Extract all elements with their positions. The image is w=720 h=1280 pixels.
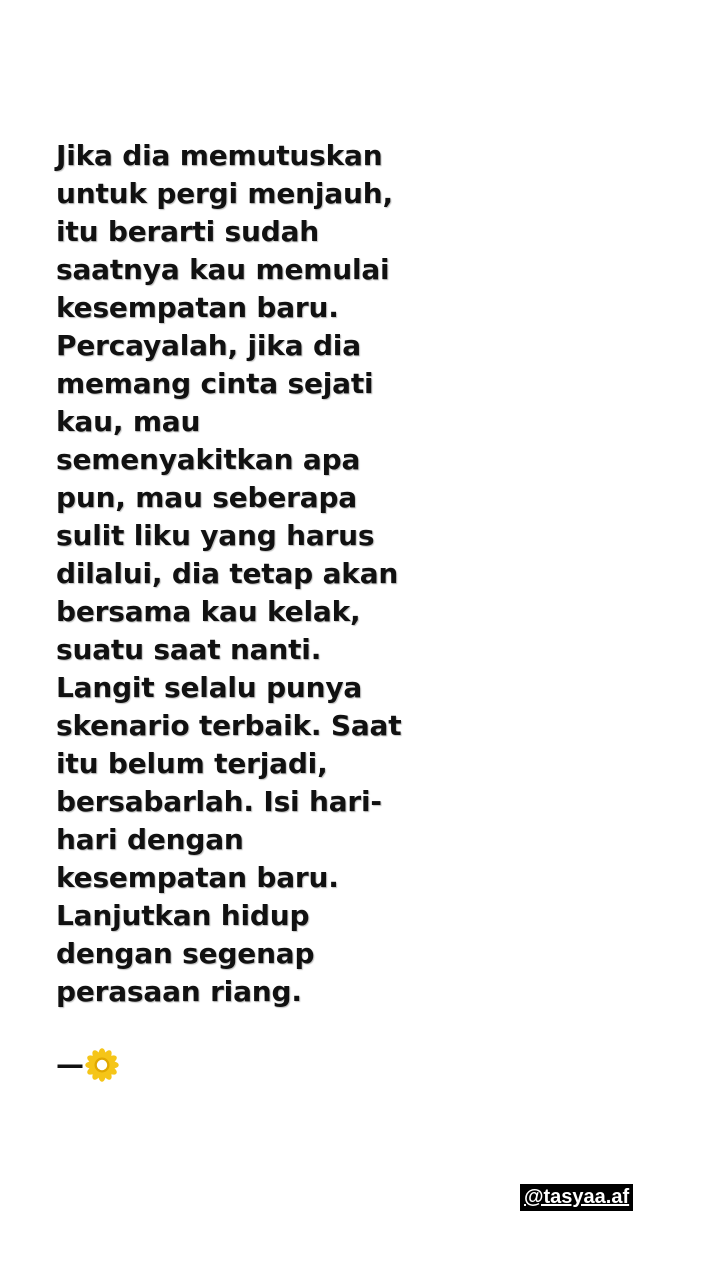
quote-line: kesempatan baru.: [56, 291, 339, 324]
quote-line: bersama kau kelak,: [56, 595, 361, 628]
signoff: [56, 1045, 120, 1085]
quote-line: dengan segenap: [56, 937, 315, 970]
quote-line: dilalui, dia tetap akan: [56, 557, 399, 590]
quote-line: perasaan riang.: [56, 975, 302, 1008]
quote-line: bersabarlah. Isi hari-: [56, 785, 382, 818]
quote-line: semenyakitkan apa: [56, 443, 361, 476]
quote-line: hari dengan: [56, 823, 244, 856]
username-tag[interactable]: @tasyaa.af: [520, 1184, 633, 1211]
quote-line: sulit liku yang harus: [56, 519, 375, 552]
quote-line: saatnya kau memulai: [56, 253, 390, 286]
quote-line: itu belum terjadi,: [56, 747, 328, 780]
signoff-dash: —: [56, 1048, 84, 1081]
quote-line: pun, mau seberapa: [56, 481, 357, 514]
quote-line: Jika dia memutuskan: [56, 139, 383, 172]
quote-text: [56, 137, 676, 1011]
quote-line: itu berarti sudah: [56, 215, 320, 248]
quote-line: skenario terbaik. Saat: [56, 709, 402, 742]
quote-line: suatu saat nanti.: [56, 633, 322, 666]
quote-line: kau, mau: [56, 405, 201, 438]
sunflower-icon: [84, 1047, 120, 1083]
quote-line: untuk pergi menjauh,: [56, 177, 393, 210]
quote-line: kesempatan baru.: [56, 861, 339, 894]
quote-line: Percayalah, jika dia: [56, 329, 361, 362]
quote-line: memang cinta sejati: [56, 367, 374, 400]
quote-line: Lanjutkan hidup: [56, 899, 310, 932]
quote-line: Langit selalu punya: [56, 671, 363, 704]
